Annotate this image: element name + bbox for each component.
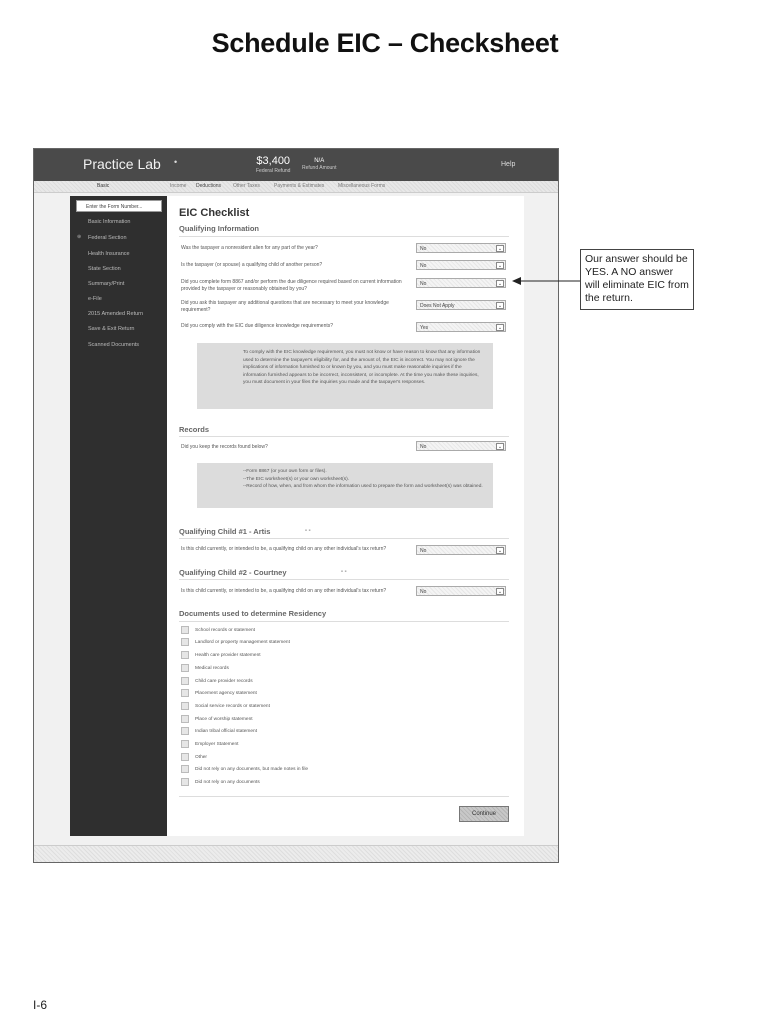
checkbox[interactable] (181, 651, 189, 659)
form-8867-select[interactable] (416, 278, 506, 288)
checkbox[interactable] (181, 778, 189, 786)
question-qualifying-child-of-another: Is the taxpayer (or spouse) a qualifying child of another person? (181, 262, 323, 268)
document-title: Schedule EIC – Checksheet (211, 28, 559, 58)
main-panel (167, 196, 524, 836)
divider (179, 796, 509, 797)
sidebar-item-basic-information[interactable]: Basic Information (88, 219, 131, 225)
question-additional-questions: Did you ask this taxpayer any additional questions that are necessary to meet your knowledge requirement? (181, 300, 389, 313)
checkbox-label: Health care provider statement (195, 653, 261, 658)
question-records: Did you keep the records found below? (181, 444, 268, 450)
question-nonresident-alien: Was the taxpayer a nonresident alien for any part of the year? (181, 245, 318, 251)
child1-select[interactable] (416, 545, 506, 555)
menu-dot-icon[interactable]: • (174, 157, 178, 167)
child1-suffix: - - (305, 528, 311, 534)
form-number-input[interactable]: Enter the Form Number... (76, 200, 162, 212)
checkbox-label: Employer Statement (195, 742, 239, 747)
sidebar-item-amended-return[interactable]: 2015 Amended Return (88, 311, 144, 317)
divider (179, 538, 509, 539)
additional-questions-select[interactable] (416, 300, 506, 310)
app-name: Practice Lab (83, 156, 161, 172)
sidebar (70, 196, 167, 836)
tab-income[interactable]: Income (170, 183, 187, 189)
checkbox[interactable] (181, 677, 189, 685)
continue-button[interactable]: Continue (459, 806, 509, 822)
sidebar-item-summary-print[interactable]: Summary/Print (88, 281, 125, 287)
checkbox-label: Social service records or statement (195, 704, 270, 709)
sidebar-item-save-exit[interactable]: Save & Exit Return (88, 326, 135, 332)
qualifying-child-of-another-select[interactable] (416, 260, 506, 270)
divider (179, 579, 509, 580)
child2-suffix: - - (341, 569, 347, 575)
question-form-8867: Did you complete form 8867 and/or perform the due diligence required based on current information provided by the taxpayer or reasonably obtained by you? (181, 279, 402, 292)
tab-other-taxes[interactable]: Other Taxes (233, 183, 260, 189)
checkbox-label: Medical records (195, 666, 229, 671)
sidebar-item-efile[interactable]: e-File (88, 296, 102, 302)
nav-tabs (34, 181, 558, 193)
sidebar-item-scanned-documents[interactable]: Scanned Documents (88, 342, 140, 348)
divider (179, 236, 509, 237)
tab-misc-forms[interactable]: Miscellaneous Forms (338, 183, 386, 189)
chevron-down-icon: ⌄ (497, 589, 503, 595)
checkbox-label: Other (195, 755, 207, 760)
checkbox[interactable] (181, 765, 189, 773)
records-select[interactable] (416, 441, 506, 451)
checkbox-label: Placement agency statement (195, 691, 257, 696)
chevron-down-icon: ⌄ (497, 281, 503, 287)
select-value: No (420, 444, 427, 450)
select-value: No (420, 246, 427, 252)
select-value: No (420, 548, 427, 554)
select-value: No (420, 589, 427, 595)
checkbox[interactable] (181, 638, 189, 646)
bottom-bar (34, 845, 558, 862)
checkbox-label: School records or statement (195, 628, 255, 633)
refund-amount-label: Refund Amount (302, 165, 337, 171)
checkbox[interactable] (181, 727, 189, 735)
divider (179, 621, 509, 622)
checkbox[interactable] (181, 664, 189, 672)
checkbox[interactable] (181, 702, 189, 710)
chevron-down-icon: ⌄ (497, 444, 503, 450)
child2-select[interactable] (416, 586, 506, 596)
chevron-down-icon: ⌄ (497, 263, 503, 269)
checkbox-label: Place of worship statement (195, 717, 253, 722)
records-heading: Records (179, 425, 210, 434)
federal-refund-value: $3,400 (256, 155, 291, 167)
federal-refund-label: Federal Refund (256, 168, 291, 174)
select-value: No (420, 263, 427, 269)
federal-refund (256, 155, 290, 174)
checkbox-label: Did not rely on any documents, but made notes in file (195, 767, 309, 772)
checkbox-label: Did not rely on any documents (195, 780, 260, 785)
chevron-down-icon: ⌄ (497, 548, 503, 554)
chevron-down-icon: ⌄ (497, 325, 503, 331)
checkbox[interactable] (181, 753, 189, 761)
checkbox-label: Child care provider records (195, 679, 253, 684)
residency-heading: Documents used to determine Residency (179, 609, 327, 618)
checkbox[interactable] (181, 740, 189, 748)
sidebar-item-health-insurance[interactable]: Health Insurance (88, 251, 130, 257)
page-number: I-6 (33, 998, 48, 1012)
select-value: No (420, 281, 427, 287)
callout-note: Our answer should be YES. A NO answer will eliminate EIC from the return. (580, 249, 694, 310)
practice-lab-window (33, 148, 559, 863)
help-link[interactable]: Help (501, 161, 516, 168)
refund-amount-value: N/A (314, 158, 325, 164)
divider (179, 436, 509, 437)
checkbox[interactable] (181, 626, 189, 634)
child1-heading: Qualifying Child #1 - Artis (179, 527, 271, 536)
records-info: --Form 8867 (or your own form or files). --The EIC worksheet(s) or your own worksheet(s). --Record of how, when, and from whom the information used to prepare the form and worksheet(s) was obtained. (197, 463, 493, 508)
nonresident-alien-select[interactable] (416, 243, 506, 253)
qualifying-information-heading: Qualifying Information (179, 224, 259, 233)
callout-arrow-icon (512, 275, 582, 287)
question-child2: Is this child currently, or intended to be, a qualifying child on any other individual's tax return? (181, 588, 387, 594)
question-child1: Is this child currently, or intended to be, a qualifying child on any other individual's tax return? (181, 546, 387, 552)
checkbox-label: Indian tribal official statement (195, 729, 258, 734)
expand-icon[interactable]: ⊕ (77, 234, 82, 240)
top-bar (34, 149, 558, 181)
child2-heading: Qualifying Child #2 - Courtney (179, 568, 287, 577)
tab-payments[interactable]: Payments & Estimates (274, 183, 325, 189)
due-diligence-select[interactable] (416, 322, 506, 332)
refund-amount (302, 158, 336, 171)
select-value: Does Not Apply (420, 303, 455, 309)
checkbox[interactable] (181, 689, 189, 697)
page-title: EIC Checklist (179, 207, 250, 219)
checkbox-label: Landlord or property management statement (195, 640, 290, 645)
sidebar-item-state-section[interactable]: State Section (88, 266, 121, 272)
knowledge-requirement-info: To comply with the EIC knowledge requirement, you must not know or have reason to know that any information used to determine the taxpayer's eligibility for, and the amount of, the EIC is incorrect. You may not ignore the implications of information furnished to or known by you, and you must make reasonable inquiries if the information furnished appears to be incorrect, inconsistent, or incomplete. At the time you make these inquiries, you must document in your files the inquiries you made and the taxpayer's responses. (197, 343, 493, 409)
sidebar-item-federal-section[interactable]: Federal Section (88, 235, 127, 241)
question-due-diligence: Did you comply with the EIC due diligence knowledge requirements? (181, 323, 334, 329)
tab-basic[interactable]: Basic (97, 183, 110, 189)
select-value: Yes (420, 325, 429, 331)
chevron-down-icon: ⌄ (497, 303, 503, 309)
chevron-down-icon: ⌄ (497, 246, 503, 252)
checkbox[interactable] (181, 715, 189, 723)
tab-deductions[interactable]: Deductions (196, 183, 222, 189)
